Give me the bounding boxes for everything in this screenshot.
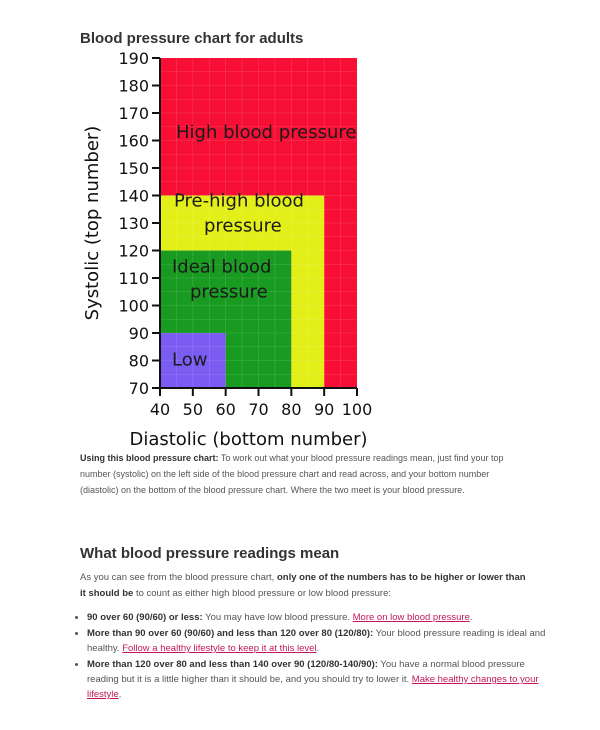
page-title: Blood pressure chart for adults <box>80 30 304 47</box>
region-label: Pre-high blood <box>174 190 304 212</box>
healthy-lifestyle-link[interactable]: Follow a healthy lifestyle to keep it at this level <box>122 643 317 654</box>
y-tick-label: 170 <box>118 104 149 123</box>
y-tick-label: 140 <box>118 186 149 206</box>
x-tick-label: 60 <box>215 400 236 419</box>
readings-list <box>68 610 553 703</box>
x-tick-label: 50 <box>182 400 204 419</box>
bullet-bold: 90 over 60 (90/60) or less: <box>87 612 203 623</box>
x-tick-label: 40 <box>149 400 171 419</box>
x-axis-label: Diastolic (bottom number) <box>129 429 368 448</box>
bullet-after: . <box>316 643 320 654</box>
x-tick-label: 70 <box>248 400 269 419</box>
usage-lead: Using this blood pressure chart: <box>80 453 219 463</box>
section-title: What blood pressure readings mean <box>80 545 340 562</box>
intro-post: to count as either high blood pressure or low blood pressure: <box>133 588 392 599</box>
region-label: Ideal blood <box>172 256 272 278</box>
bullet-bold: More than 90 over 60 (90/60) and less than 120 over 80 (120/80): <box>87 628 374 639</box>
region-label: High blood pressure <box>176 121 357 143</box>
blood-pressure-chart <box>80 50 390 448</box>
intro-pre: As you can see from the blood pressure chart, <box>80 572 277 583</box>
x-tick-label: 80 <box>281 400 302 419</box>
bullet-after: . <box>469 612 473 623</box>
bullet-text: You may have low blood pressure. <box>202 612 353 623</box>
bullet-after: . <box>118 689 122 700</box>
x-tick-label: 100 <box>341 400 373 419</box>
y-axis-label: Systolic (top number) <box>82 125 103 321</box>
y-tick-label: 90 <box>128 324 149 343</box>
y-tick-label: 110 <box>118 269 149 288</box>
list-item <box>87 610 553 625</box>
y-tick-label: 180 <box>118 76 149 96</box>
usage-text: To work out what your blood pressure readings mean, just find your top number (systolic) on the left side of the blood pressure chart and read across, and your bottom number (diastolic) on the bottom of the blood pressure chart. Where the two meet is your blood pressure. <box>80 453 504 495</box>
y-tick-label: 150 <box>118 159 149 178</box>
y-tick-label: 80 <box>128 351 149 371</box>
bullet-text: Your blood pressure reading is ideal and healthy. <box>87 628 546 654</box>
y-tick-label: 70 <box>128 379 149 398</box>
y-tick-label: 190 <box>118 50 149 68</box>
y-tick-label: 100 <box>118 296 149 316</box>
bullet-text: You have a normal blood pressure reading but it is a little higher than it should be, and you should try to lower it. <box>87 659 525 685</box>
region-label: pressure <box>204 215 282 237</box>
list-item <box>87 657 553 702</box>
y-tick-label: 130 <box>118 214 149 233</box>
intro-bold: only one of the numbers has to be higher or lower than it should be <box>80 572 526 599</box>
low-bp-link[interactable]: More on low blood pressure <box>352 612 470 623</box>
y-tick-label: 160 <box>118 131 149 151</box>
lifestyle-changes-link[interactable]: Make healthy changes to your lifestyle <box>87 674 539 700</box>
y-tick-label: 120 <box>118 241 149 261</box>
region-label: Low <box>172 349 208 371</box>
bullet-bold: More than 120 over 80 and less than 140 over 90 (120/80-140/90): <box>87 659 378 670</box>
intro-paragraph <box>80 570 530 602</box>
list-item <box>87 626 553 656</box>
usage-paragraph <box>80 450 530 498</box>
x-tick-label: 90 <box>313 400 335 419</box>
region-label: pressure <box>190 281 268 303</box>
